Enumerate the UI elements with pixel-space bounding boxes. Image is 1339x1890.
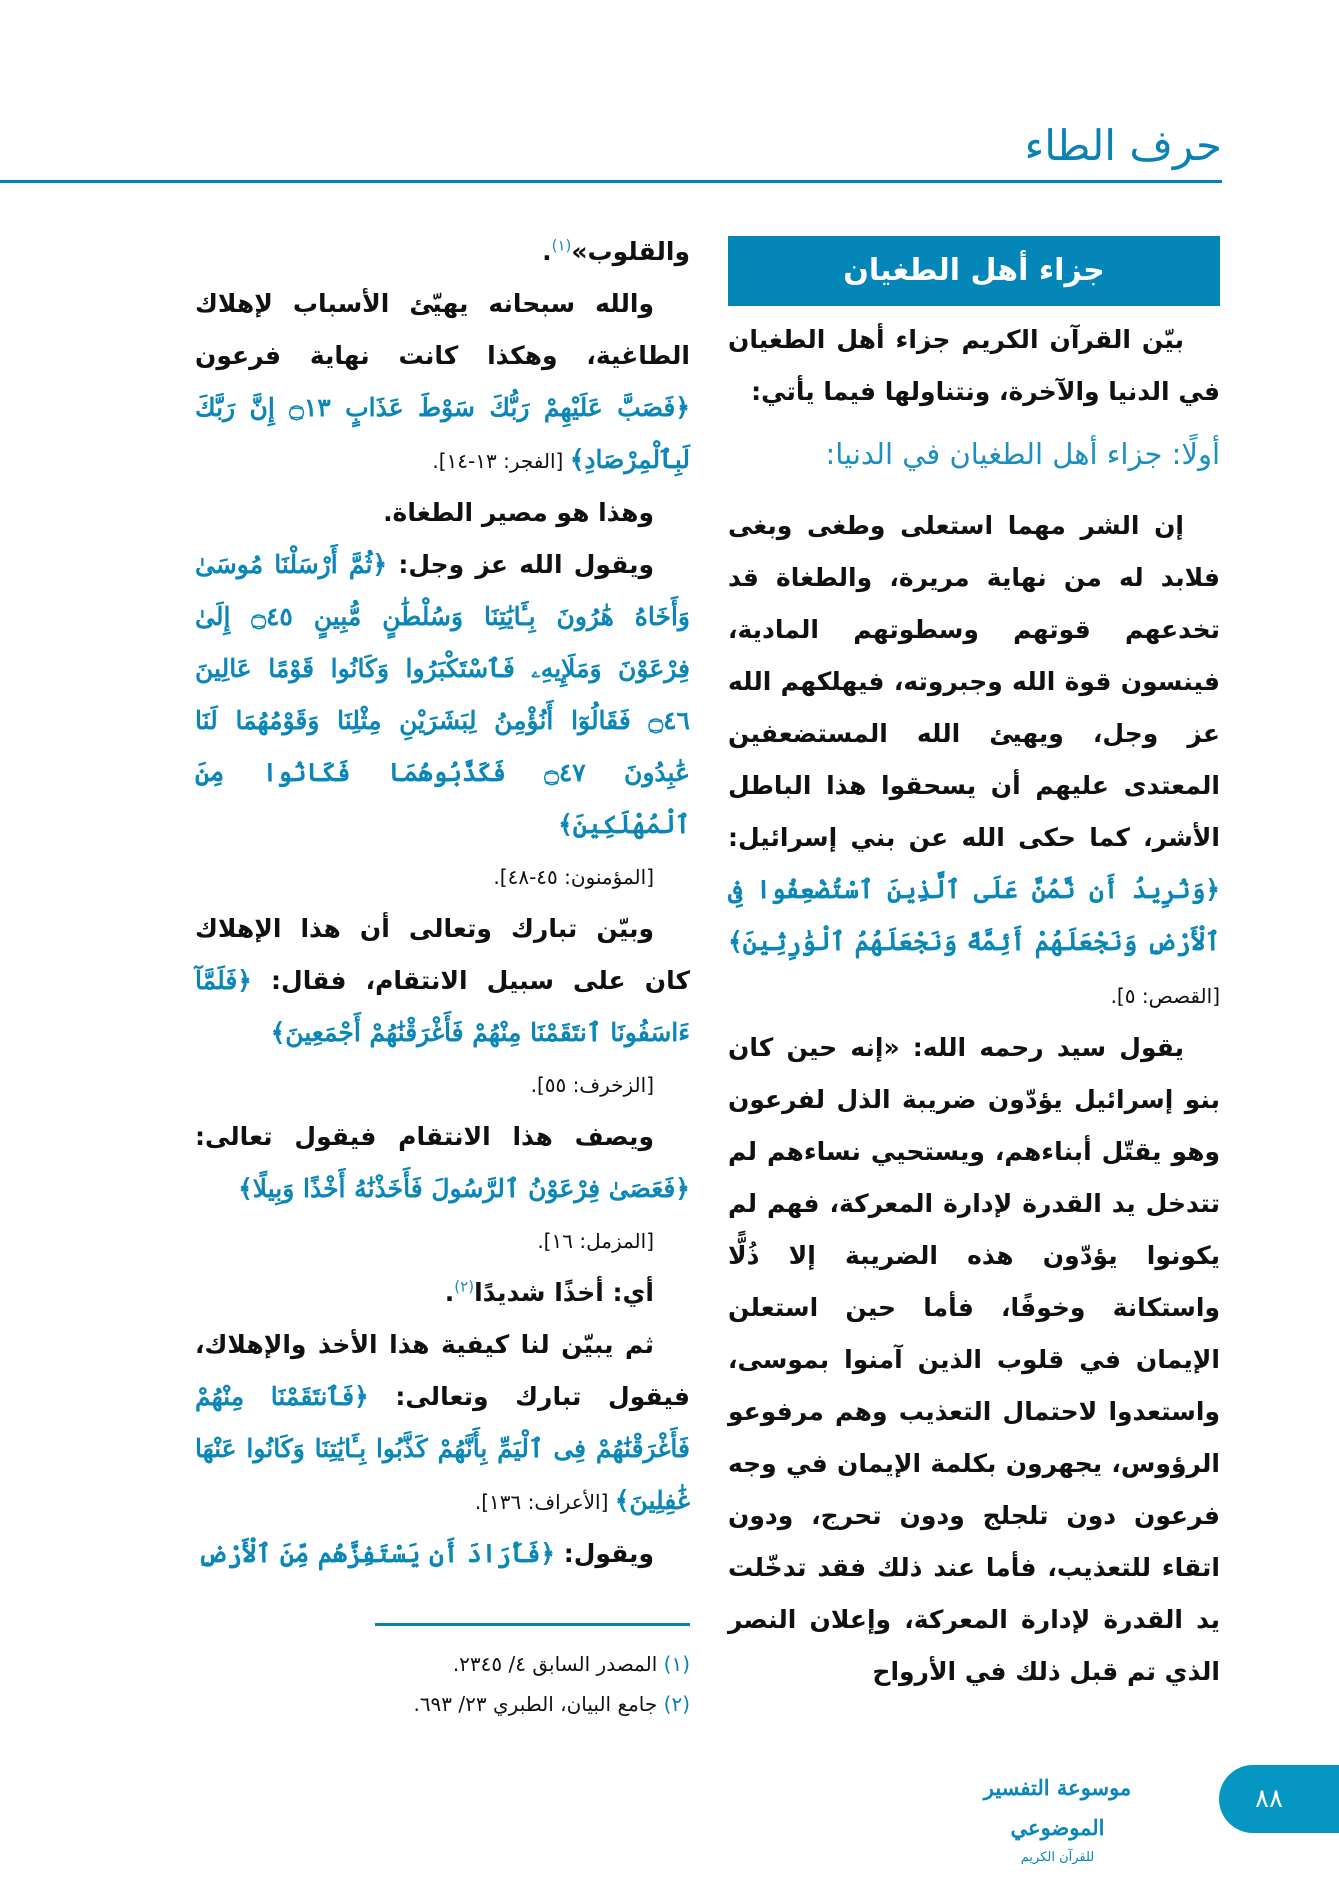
- chapter-title: حرف الطاء: [1024, 121, 1222, 170]
- paragraph-text: ويصف هذا الانتقام فيقول تعالى:: [195, 1122, 654, 1151]
- punctuation: .: [542, 237, 552, 266]
- paragraph: وهذا هو مصير الطغاة.: [383, 498, 654, 527]
- footnote-number: (١): [663, 1652, 690, 1676]
- left-column-content: [195, 226, 690, 1580]
- footnote-text: جامع البيان، الطبري ٢٣/ ٦٩٣.: [413, 1692, 664, 1716]
- paragraph-text: وبيّن تبارك وتعالى أن هذا الإهلاك كان على سبيل الانتقام، فقال:: [195, 914, 690, 995]
- quran-verse: ﴿فَصَبَّ عَلَيْهِمْ رَبُّكَ سَوْطَ عَذَابٍ ۝١٣ إِنَّ رَبَّكَ لَبِٱلْمِرْصَادِ﴾: [195, 393, 690, 474]
- quran-verse: ﴿ثُمَّ أَرْسَلْنَا مُوسَىٰ وَأَخَاهُ هَٰرُونَ بِـَٔايَٰتِنَا وَسُلْطَٰنٍ مُّبِينٍ ۝٤٥ إِلَىٰ فِرْعَوْنَ وَمَلَإِيهِۦ فَٱسْتَكْبَرُوا وَكَانُوا قَوْمًا عَالِينَ ۝٤٦ فَقَالُوٓا أَنُؤْمِنُ لِبَشَرَيْنِ مِثْلِنَا وَقَوْمُهُمَا لَنَا عَٰبِدُونَ ۝٤٧ فَكَذَّبُوهُمَا فَكَانُوا مِنَ ٱلْمُهْلَكِينَ﴾: [195, 550, 690, 839]
- paragraph: [195, 1111, 690, 1267]
- paragraph: [195, 903, 690, 1111]
- left-column: [195, 226, 690, 1740]
- punctuation: .: [444, 1278, 455, 1307]
- paragraph-text: إن الشر مهما استعلى وطغى وبغى فلابد له من نهاية مريرة، والطغاة قد تخدعهم قوتهم وسطوتهم المادية، فينسون قوة الله وجبروته، فيهلكهم الله عز وجل، ويهيئ الله المستضعفين المعتدى عليهم أن يسحقوا هذا الباطل الأشر، كما حكى الله عن بني إسرائيل:: [728, 511, 1220, 852]
- verse-reference: [المزمل: ١٦].: [537, 1229, 654, 1253]
- subheading: أولًا: جزاء أهل الطغيان في الدنيا:: [825, 437, 1220, 471]
- paragraph: [195, 226, 690, 278]
- verse-reference: [الزخرف: ٥٥].: [530, 1073, 654, 1097]
- verse-reference: [القصص: ٥].: [1110, 984, 1220, 1008]
- paragraph-text: أي: أخذًا شديدًا: [474, 1278, 654, 1307]
- quran-verse: ﴿فَعَصَىٰ فِرْعَوْنُ ٱلرَّسُولَ فَأَخَذْنَٰهُ أَخْذًا وَبِيلًا﴾: [238, 1174, 690, 1203]
- paragraph: [195, 539, 690, 903]
- quran-verse: ﴿وَنُرِيدُ أَن نَّمُنَّ عَلَى ٱلَّذِينَ ٱسْتُضْعِفُوا فِى ٱلْأَرْضِ وَنَجْعَلَهُمْ أَئِمَّةً وَنَجْعَلَهُمُ ٱلْوَٰرِثِينَ﴾: [728, 875, 1220, 956]
- paragraph: [728, 500, 1220, 1022]
- verse-reference: [المؤمنون: ٤٥-٤٨].: [493, 865, 654, 889]
- footnote-text: المصدر السابق ٤/ ٢٣٤٥.: [452, 1652, 664, 1676]
- intro-paragraph: بيّن القرآن الكريم جزاء أهل الطغيان في الدنيا والآخرة، ونتناولها فيما يأتي:: [728, 325, 1220, 406]
- logo-subtitle: للقرآن الكريم: [1020, 1850, 1095, 1865]
- paragraph: [195, 278, 690, 487]
- paragraph: [195, 1528, 690, 1580]
- encyclopedia-logo: [935, 1768, 1180, 1865]
- quote-paragraph: يقول سيد رحمه الله: «إنه حين كان بنو إسرائيل يؤدّون ضريبة الذل لفرعون وهو يقتّل أبناءهم، ويستحيي نساءهم لم تتدخل يد القدرة لإدارة المعركة، فهم لم يكونوا يؤدّون هذه الضريبة إلا ذُلًّا واستكانة وخوفًا، فأما حين استعلن الإيمان في قلوب الذين آمنوا بموسى، واستعدوا لاحتمال التعذيب وهم مرفوعو الرؤوس، يجهرون بكلمة الإيمان في وجه فرعون دون تلجلج ودون تحرج، ودون اتقاء للتعذيب، فأما عند ذلك فقد تدخّلت يد القدرة لإدارة المعركة، وإعلان النصر الذي تم قبل ذلك في الأرواح: [728, 1033, 1220, 1686]
- page-number: ٨٨: [1219, 1765, 1339, 1833]
- verse-reference: [الأعراف: ١٣٦].: [474, 1490, 615, 1514]
- footnote-number: (٢): [663, 1692, 690, 1716]
- logo-title: موسوعة التفسير الموضوعي: [983, 1775, 1132, 1840]
- paragraph: [195, 1267, 690, 1319]
- paragraph-text: ويقول الله عز وجل:: [387, 550, 654, 579]
- right-column: [728, 236, 1220, 1740]
- footnote: [195, 1644, 690, 1684]
- quran-verse: ﴿فَأَرَادَ أَن يَسْتَفِزَّهُم مِّنَ ٱلْأَرْضِ: [197, 1539, 555, 1568]
- footnote-marker[interactable]: (١): [551, 236, 572, 255]
- verse-reference: [الفجر: ١٣-١٤].: [432, 449, 570, 473]
- page-footer: [0, 1740, 1339, 1865]
- paragraph: [195, 1319, 690, 1528]
- paragraph-text: والله سبحانه يهيّئ الأسباب لإهلاك الطاغية، وهكذا كانت نهاية فرعون: [195, 289, 690, 370]
- footnote-divider: [375, 1623, 690, 1626]
- paragraph-text: ثم يبيّن لنا كيفية هذا الأخذ والإهلاك، فيقول تبارك وتعالى:: [195, 1330, 690, 1411]
- paragraph-text: والقلوب»: [571, 237, 690, 266]
- quran-verse: ﴿فَٱنتَقَمْنَا مِنْهُمْ فَأَغْرَقْنَٰهُمْ فِى ٱلْيَمِّ بِأَنَّهُمْ كَذَّبُوا بِـَٔايَٰتِنَا وَكَانُوا عَنْهَا غَٰفِلِينَ﴾: [195, 1382, 690, 1515]
- footnote-marker[interactable]: (٢): [454, 1277, 475, 1296]
- footnote: [195, 1684, 690, 1724]
- section-title: جزاء أهل الطغيان: [728, 236, 1220, 306]
- quran-verse: ﴿فَلَمَّآ ءَاسَفُونَا ٱنتَقَمْنَا مِنْهُمْ فَأَغْرَقْنَٰهُمْ أَجْمَعِينَ﴾: [195, 966, 690, 1047]
- footnotes: [195, 1644, 690, 1724]
- footnote-area: [195, 1599, 690, 1740]
- paragraph-text: ويقول:: [555, 1539, 654, 1568]
